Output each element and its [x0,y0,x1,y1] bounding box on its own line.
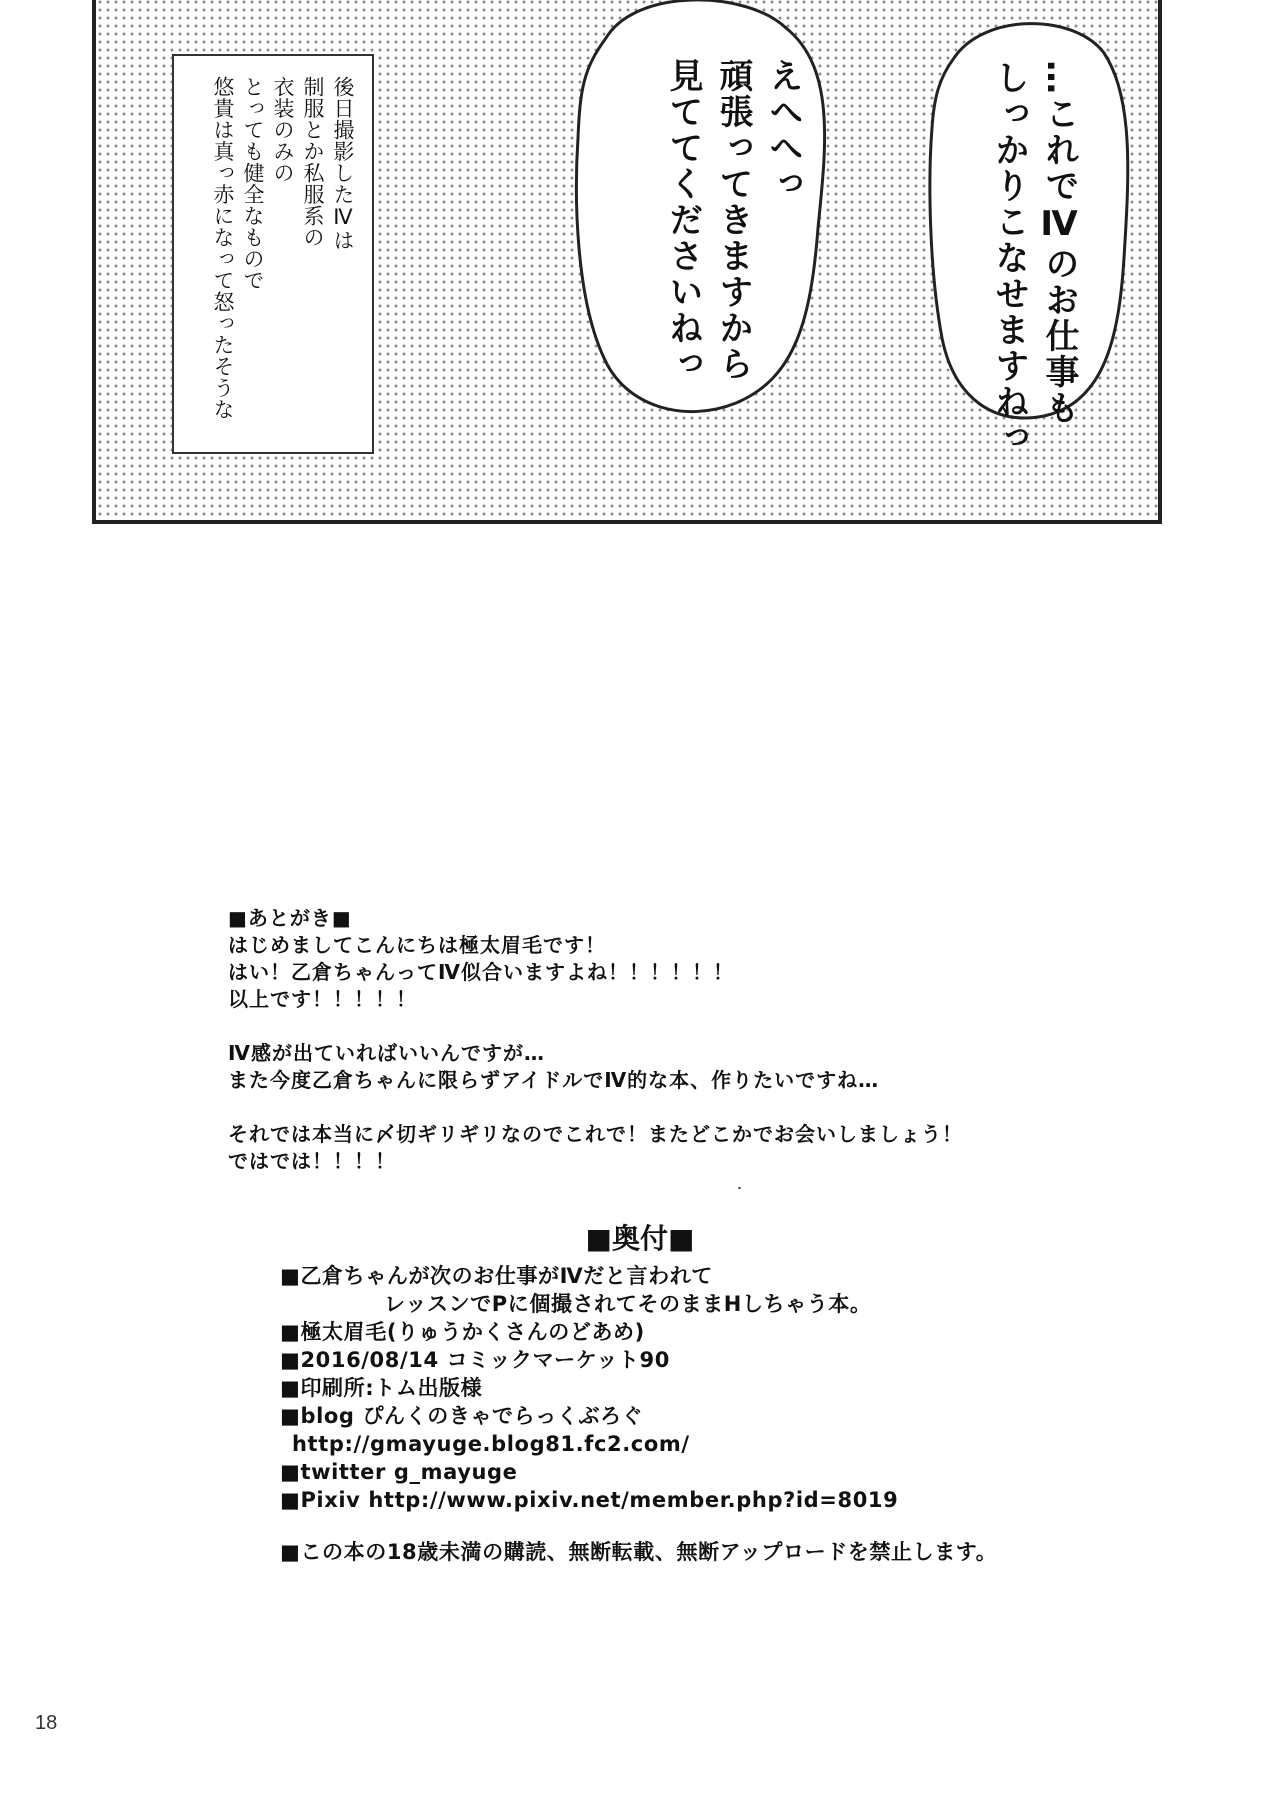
afterword-line: Ⅳ感が出ていればいいんですが… [228,1041,545,1065]
afterword-line: ではでは！！！！ [228,1149,396,1173]
afterword-line: それでは本当に〆切ギリギリなのでこれで！またどこかでお会いしましょう！ [228,1122,963,1146]
speech-bubble-left-text [658,58,808,382]
colophon-twitter: ■twitter g_mayuge [280,1460,518,1484]
colophon-date-event: ■2016/08/14 コミックマーケット90 [280,1348,670,1372]
colophon-book-title-cont: レッスンでPに個撮されてそのままHしちゃう本。 [384,1292,872,1316]
afterword-line: はい！乙倉ちゃんってⅣ似合いますよね！！！！！！ [228,960,734,984]
afterword [228,905,1128,1175]
caption-line: 衣装のみの [271,76,295,184]
afterword-line: また今度乙倉ちゃんに限らずアイドルでⅣ的な本、作りたいですね… [228,1068,880,1092]
colophon-spacer [280,1514,1120,1538]
bubble-line: えへへっ [763,58,803,202]
bubble-line: しっかりこなせますねっ [989,60,1029,456]
caption-line: 制服とか私服系の [301,76,325,248]
colophon-notice: ■この本の18歳未満の購読、無断転載、無断アップロードを禁止します。 [280,1540,998,1564]
bubble-line: …これでⅣのお仕事も [1039,60,1079,426]
bubble-line: 頑張ってきますから [713,58,753,382]
caption-line: とっても健全なもので [241,76,265,291]
caption-box [172,54,374,454]
colophon [280,1262,1120,1566]
colophon-title: ■奥付■ [585,1222,695,1255]
bubble-line: 見ててくださいねっ [663,58,703,382]
afterword-line: 以上です！！！！！ [228,987,417,1011]
print-speck [738,1187,741,1189]
colophon-printer: ■印刷所:トム出版様 [280,1376,483,1400]
colophon-author: ■極太眉毛(りゅうかくさんのどあめ) [280,1320,645,1344]
colophon-blog: ■blog ぴんくのきゃでらっくぶろぐ [280,1404,644,1428]
afterword-line: はじめましてこんにちは極太眉毛です！ [228,933,606,957]
afterword-line [228,1094,1128,1121]
caption-line: 悠貴は真っ赤になって怒ったそうな [211,76,235,420]
page-number: 18 [35,1712,58,1734]
caption-line: 後日撮影したⅣは [331,76,355,251]
speech-bubble-right-text [984,60,1084,456]
colophon-pixiv: ■Pixiv http://www.pixiv.net/member.php?id=8019 [280,1488,899,1512]
manga-panel [92,0,1162,524]
afterword-line [228,1013,1128,1040]
colophon-blog-url: http://gmayuge.blog81.fc2.com/ [292,1432,690,1456]
colophon-book-title: ■乙倉ちゃんが次のお仕事がⅣだと言われて [280,1264,713,1288]
caption-text [208,76,358,446]
afterword-heading: ■あとがき■ [228,906,352,930]
